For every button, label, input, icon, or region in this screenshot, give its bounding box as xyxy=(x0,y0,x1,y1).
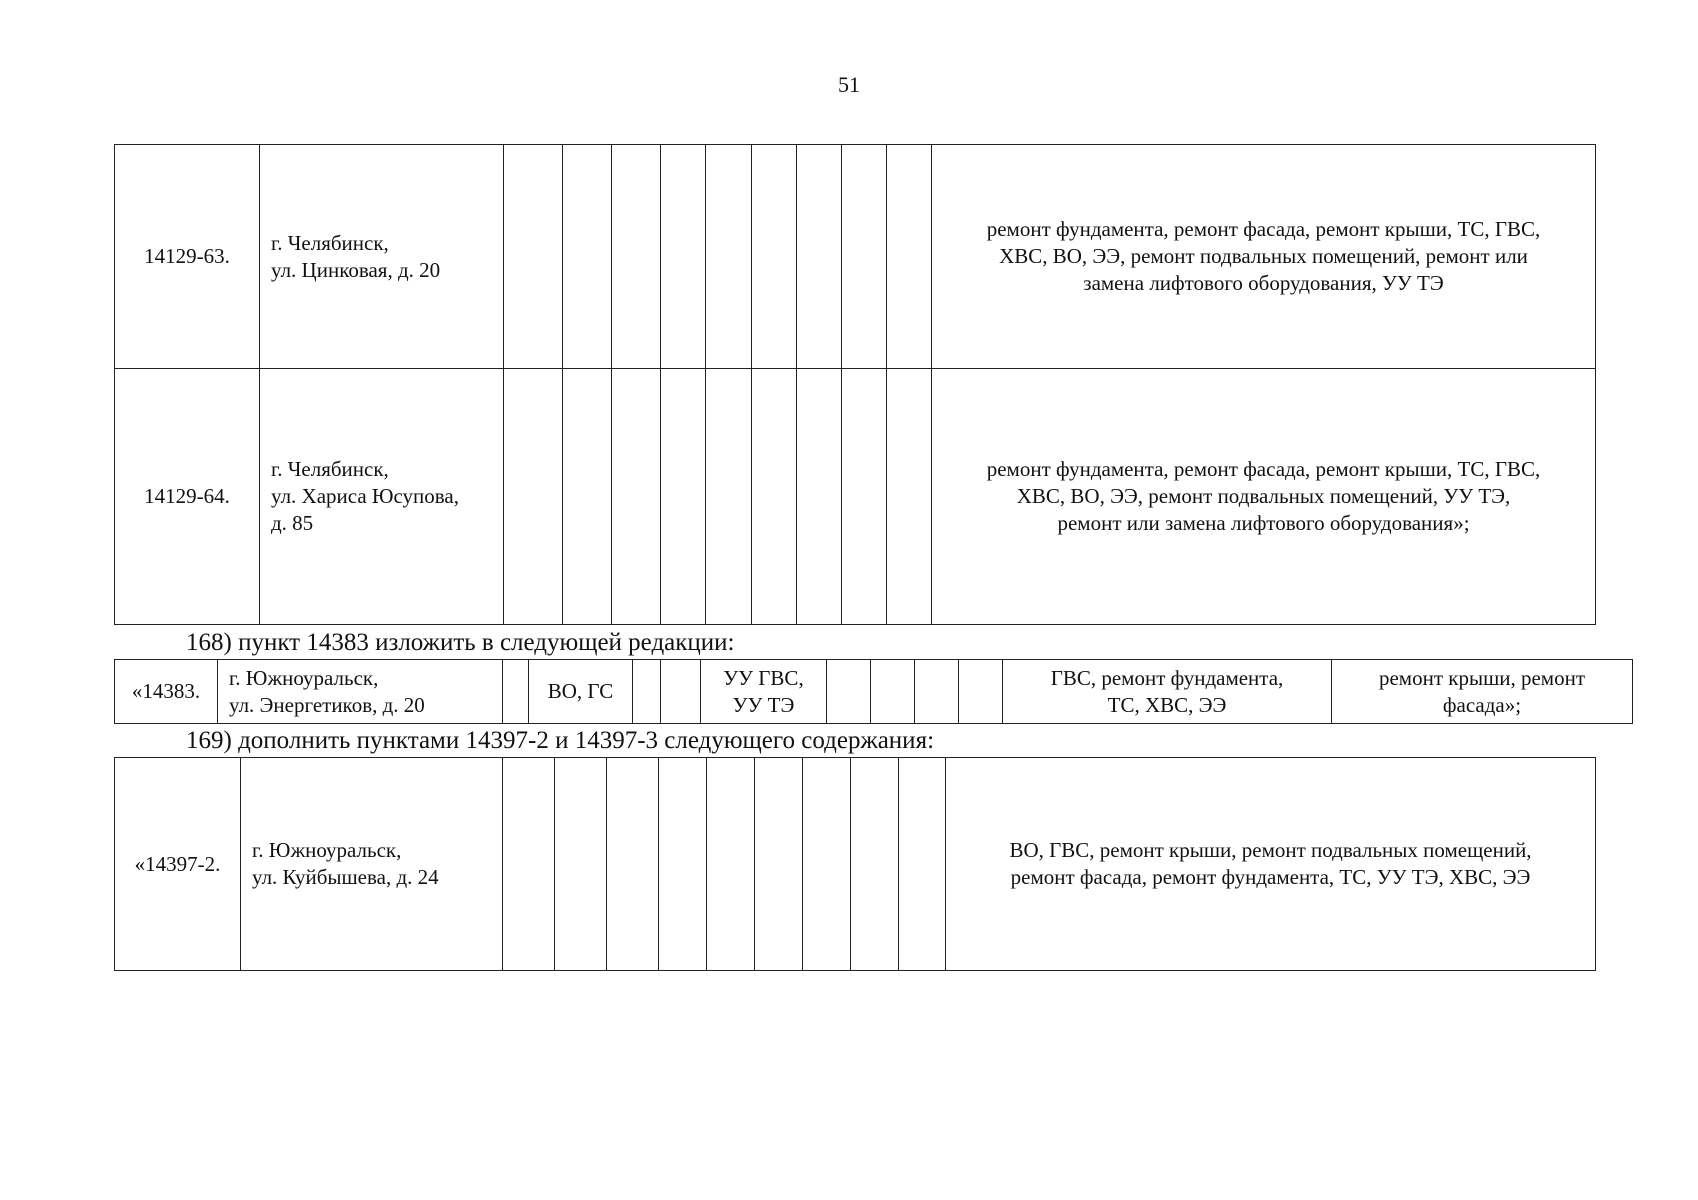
empty-cell xyxy=(871,660,915,724)
empty-cell xyxy=(503,660,529,724)
table-item-14397-2 xyxy=(114,757,1596,971)
item-number: 14129-64. xyxy=(115,369,260,625)
table-row xyxy=(115,660,1633,724)
works-line: ремонт фасада, ремонт фундамента, ТС, УУ ТЭ, ХВС, ЭЭ xyxy=(1010,865,1531,889)
works-line: замена лифтового оборудования, УУ ТЭ xyxy=(1083,271,1444,295)
address-line: г. Челябинск, xyxy=(271,230,389,255)
cell-works-a xyxy=(1003,660,1332,724)
empty-cell xyxy=(555,758,607,971)
table-row xyxy=(115,369,1596,625)
empty-cell xyxy=(887,145,932,369)
works-line: ТС, ХВС, ЭЭ xyxy=(1107,692,1227,717)
address-line: ул. Энергетиков, д. 20 xyxy=(229,692,425,717)
works-line: ремонт фундамента, ремонт фасада, ремонт крыши, ТС, ГВС, xyxy=(986,457,1541,481)
page-number: 51 xyxy=(838,72,860,97)
empty-cell xyxy=(899,758,946,971)
empty-cell xyxy=(915,660,959,724)
empty-cell xyxy=(827,660,871,724)
works-line: ремонт фундамента, ремонт фасада, ремонт крыши, ТС, ГВС, xyxy=(986,217,1541,241)
empty-cell xyxy=(707,758,755,971)
uu-line: УУ ТЭ xyxy=(732,692,795,717)
empty-cell xyxy=(612,369,661,625)
empty-cell xyxy=(706,369,752,625)
item-address xyxy=(218,660,503,724)
cell-vo-gs: ВО, ГС xyxy=(529,660,633,724)
address-line: д. 85 xyxy=(271,511,314,535)
empty-cell xyxy=(503,758,555,971)
empty-cell xyxy=(661,145,706,369)
empty-cell xyxy=(959,660,1003,724)
item-address xyxy=(260,369,504,625)
address-line: ул. Цинковая, д. 20 xyxy=(271,257,441,282)
address-line: г. Южноуральск, xyxy=(229,665,379,690)
works-line: ХВС, ВО, ЭЭ, ремонт подвальных помещений, ремонт или xyxy=(999,244,1528,268)
item-number: «14397-2. xyxy=(115,758,241,971)
empty-cell xyxy=(633,660,661,724)
item-works xyxy=(932,369,1596,625)
item-address xyxy=(260,145,504,369)
empty-cell xyxy=(706,145,752,369)
empty-cell xyxy=(612,145,661,369)
empty-cell xyxy=(842,145,887,369)
item-number: 14129-63. xyxy=(115,145,260,369)
table-item-14383 xyxy=(114,659,1633,724)
empty-cell xyxy=(661,369,706,625)
table-row xyxy=(115,758,1596,971)
item-address xyxy=(241,758,503,971)
table-row xyxy=(115,145,1596,369)
empty-cell xyxy=(842,369,887,625)
empty-cell xyxy=(797,369,842,625)
address-line: г. Челябинск, xyxy=(271,457,389,481)
empty-cell xyxy=(659,758,707,971)
empty-cell xyxy=(752,369,797,625)
empty-cell xyxy=(752,145,797,369)
empty-cell xyxy=(504,369,563,625)
empty-cell xyxy=(607,758,659,971)
empty-cell xyxy=(797,145,842,369)
item-works xyxy=(932,145,1596,369)
works-line: ремонт крыши, ремонт xyxy=(1378,665,1586,690)
works-line: ремонт или замена лифтового оборудования»; xyxy=(1057,511,1470,535)
works-line: ХВС, ВО, ЭЭ, ремонт подвальных помещений, УУ ТЭ, xyxy=(1016,484,1511,508)
empty-cell xyxy=(504,145,563,369)
empty-cell xyxy=(887,369,932,625)
works-line: фасада»; xyxy=(1442,692,1522,717)
empty-cell xyxy=(661,660,701,724)
uu-line: УУ ГВС, xyxy=(723,665,804,690)
address-line: ул. Хариса Юсупова, xyxy=(271,484,460,508)
cell-works-b xyxy=(1332,660,1633,724)
paragraph-169: 169) дополнить пунктами 14397-2 и 14397-3 следующего содержания: xyxy=(186,727,935,754)
empty-cell xyxy=(803,758,851,971)
empty-cell xyxy=(563,145,612,369)
empty-cell xyxy=(851,758,899,971)
empty-cell xyxy=(563,369,612,625)
address-line: ул. Куйбышева, д. 24 xyxy=(252,865,439,889)
works-line: ВО, ГВС, ремонт крыши, ремонт подвальных помещений, xyxy=(1009,838,1532,862)
cell-uu xyxy=(701,660,827,724)
table-items-14129 xyxy=(114,144,1596,625)
item-works xyxy=(946,758,1596,971)
empty-cell xyxy=(755,758,803,971)
works-line: ГВС, ремонт фундамента, xyxy=(1050,665,1284,690)
paragraph-168: 168) пункт 14383 изложить в следующей редакции: xyxy=(186,629,735,656)
item-number: «14383. xyxy=(115,660,218,724)
address-line: г. Южноуральск, xyxy=(252,838,402,862)
